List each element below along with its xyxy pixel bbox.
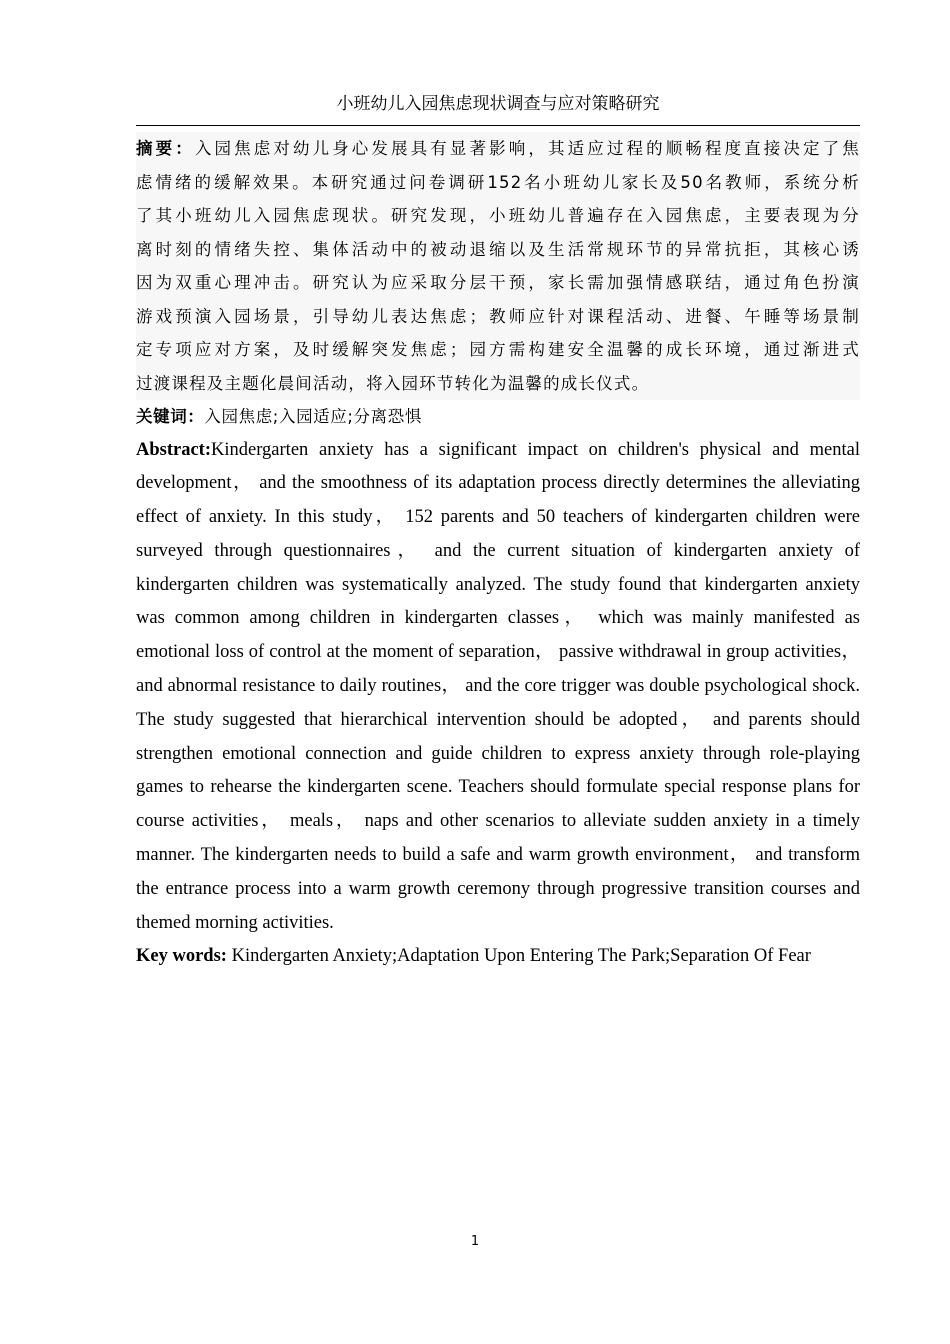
chinese-abstract-line: 虑情绪的缓解效果。本研究通过问卷调研152名小班幼儿家长及50名教师，系统分析: [136, 172, 860, 192]
english-keywords-text: Kindergarten Anxiety;Adaptation Upon Entering The Park;Separation Of Fear: [231, 946, 811, 967]
page-number: 1: [470, 1234, 480, 1249]
chinese-abstract-line: 过渡课程及主题化晨间活动，将入园环节转化为温馨的成长仪式。: [136, 373, 650, 393]
chinese-abstract-line: 离时刻的情绪失控、集体活动中的被动退缩以及生活常规环节的异常抗拒，其核心诱: [136, 239, 860, 259]
chinese-keywords-label: 关键词：: [136, 407, 205, 426]
page-header: [136, 88, 860, 126]
english-abstract-label: Abstract:: [136, 439, 212, 460]
running-title: 小班幼儿入园焦虑现状调查与应对策略研究: [336, 94, 660, 114]
chinese-keywords: [136, 400, 860, 434]
chinese-abstract-line: 了其小班幼儿入园焦虑现状。研究发现，小班幼儿普遍存在入园焦虑，主要表现为分: [136, 206, 860, 225]
chinese-abstract-line: 定专项应对方案，及时缓解突发焦虑；园方需构建安全温馨的成长环境，通过渐进式: [136, 340, 860, 359]
english-keywords-label: Key words:: [136, 946, 227, 967]
english-keywords: [136, 940, 860, 974]
chinese-abstract-line: 游戏预演入园场景，引导幼儿表达焦虑；教师应针对课程活动、进餐、午睡等场景制: [136, 306, 860, 326]
english-abstract: [136, 434, 860, 941]
chinese-abstract-line: 因为双重心理冲击。研究认为应采取分层干预，家长需加强情感联结，通过角色扮演: [136, 273, 860, 292]
chinese-abstract-line: 摘要：入园焦虑对幼儿身心发展具有显著影响，其适应过程的顺畅程度直接决定了焦: [136, 139, 860, 158]
document-body: [136, 132, 860, 974]
chinese-keywords-text: 入园焦虑;入园适应;分离恐惧: [204, 407, 422, 426]
chinese-abstract-label: 摘要：: [136, 139, 195, 158]
english-abstract-text: Kindergarten anxiety has a significant impact on children's physical and mental development， and the smoothness of its adaptation process directly determines the alleviating effect of anxiety. In this study， 152 parents and 50 teachers of kindergarten children were surveyed through questionnaires， and the current situation of kindergarten anxiety of kindergarten children was systematically analyzed. The study found that kindergarten anxiety was common among children in kindergarten classes， which was mainly manifested as emotional loss of control at the moment of separation， passive withdrawal in group activities， and abnormal resistance to daily routines， and the core trigger was double psychological shock. The study suggested that hierarchical intervention should be adopted， and parents should strengthen emotional connection and guide children to express anxiety through role-playing games to rehearse the kindergarten scene. Teachers should formulate special response plans for course activities， meals， naps and other scenarios to alleviate sudden anxiety in a timely manner. The kindergarten needs to build a safe and warm growth environment， and transform the entrance process into a warm growth ceremony through progressive transition courses and themed morning activities.: [136, 439, 860, 933]
chinese-abstract: [136, 132, 860, 400]
